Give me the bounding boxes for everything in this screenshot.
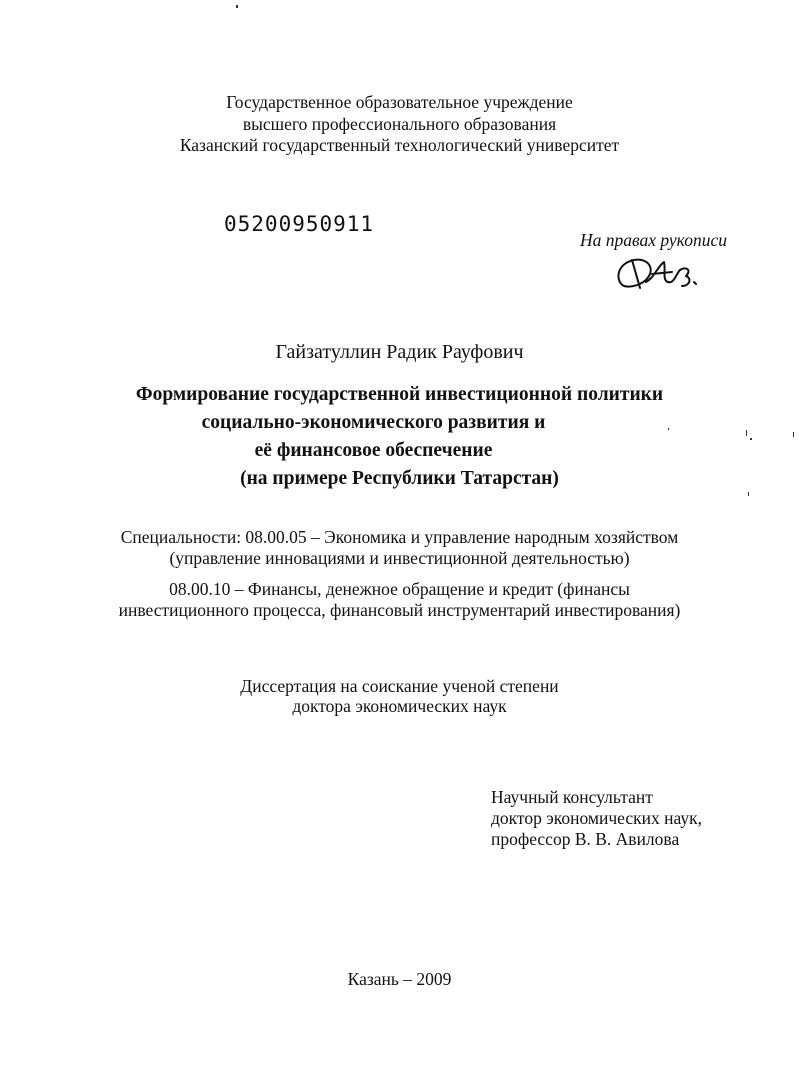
title-line-3: её финансовое обеспечение [254,440,493,461]
title-line-1: Формирование государственной инвестиционной политики [135,384,664,405]
institution-line-2: высшего профессионального образования [242,114,557,134]
dissertation-line-2: доктора экономических наук [292,696,507,716]
city-year: Казань – 2009 [347,969,452,989]
signature-icon [610,252,710,296]
dissertation-line-1: Диссертация на соискание ученой степени [240,676,559,696]
title-line-2: социально-экономического развития и [201,412,546,433]
consultant-line-1: Научный консультант [491,787,653,807]
specialty-line-4: инвестиционного процесса, финансовый инструментарий инвестирования) [118,600,681,620]
scan-speck [748,492,749,496]
scan-speck [793,432,794,437]
scan-speck [668,428,669,430]
scan-speck [746,430,747,436]
author-name: Гайзатуллин Радик Рауфович [275,341,524,363]
institution-line-3: Казанский государственный технологический университет [179,135,620,155]
institution-line-1: Государственное образовательное учреждение [226,92,573,112]
manuscript-note: На правах рукописи [580,230,727,250]
scan-speck [750,438,752,440]
title-line-4: (на примере Республики Татарстан) [240,468,559,489]
scan-speck [236,5,238,8]
consultant-line-3: профессор В. В. Авилова [491,829,680,849]
specialty-line-2: (управление инновациями и инвестиционной деятельностью) [169,548,630,568]
specialty-line-3: 08.00.10 – Финансы, денежное обращение и кредит (финансы [169,579,630,599]
stamp-number: 05200950911 [224,212,375,236]
specialty-line-1: Специальности: 08.00.05 – Экономика и управление народным хозяйством [120,527,679,547]
consultant-line-2: доктор экономических наук, [491,808,702,828]
